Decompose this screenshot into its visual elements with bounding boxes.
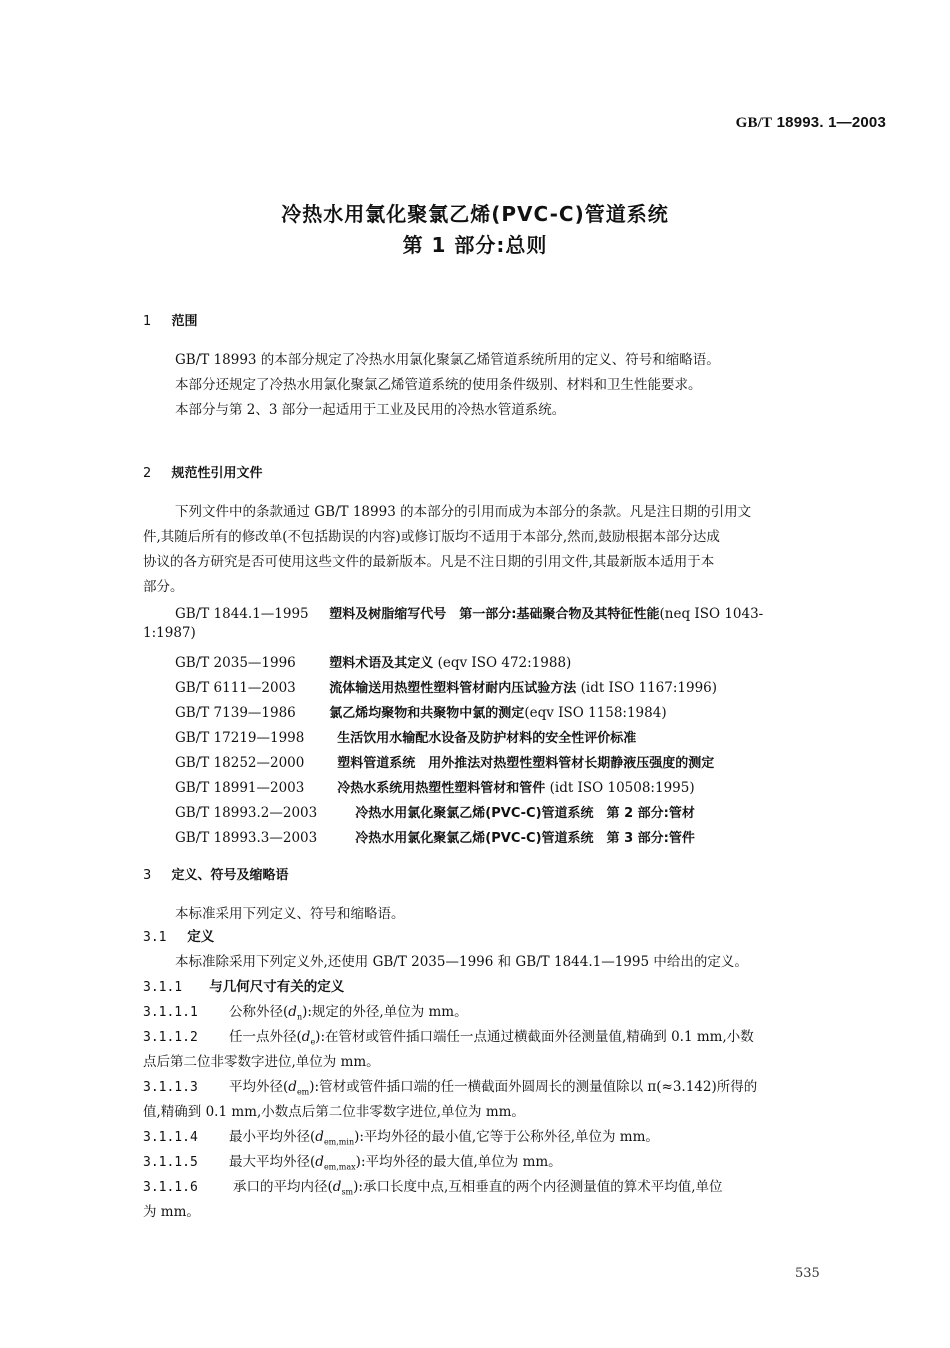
document-subtitle: 第 1 部分:总则 — [402, 233, 548, 257]
paragraph-line: 协议的各方研究是否可使用这些文件的最新版本。凡是不注日期的引用文件,其最新版本适用于本 — [143, 554, 715, 570]
definition-clause — [143, 1075, 757, 1097]
reference-code: GB/T 6111—2003 — [175, 680, 296, 696]
section-1-heading — [143, 310, 198, 329]
reference-title: 塑料及树脂缩写代号 第一部分:基础聚合物及其特征性能 — [329, 607, 660, 622]
definition-clause — [143, 1175, 723, 1197]
definition-text: ):平均外径的最小值,它等于公称外径,单位为 mm。 — [354, 1129, 659, 1145]
paragraph: 本标准采用下列定义、符号和缩略语。 — [175, 906, 405, 922]
paragraph: GB/T 18993 的本部分规定了冷热水用氯化聚氯乙烯管道系统所用的定义、符号和缩略语。 — [175, 352, 720, 368]
standard-number — [736, 114, 886, 132]
subsection-title: 与几何尺寸有关的定义 — [209, 979, 345, 995]
standard-code: 18993. 1—2003 — [772, 114, 886, 131]
subsection-3-1-heading — [143, 925, 214, 945]
definition-subscript: em — [296, 1087, 310, 1097]
definition-continuation: 点后第二位非零数字进位,单位为 mm。 — [143, 1054, 380, 1070]
reference-title: 氯乙烯均聚物和共聚物中氯的测定 — [329, 706, 525, 721]
page-number: 535 — [795, 1266, 820, 1281]
definition-text: ):管材或管件插口端的任一横截面外圆周长的测量值除以 π(≈3.142)所得的 — [309, 1079, 758, 1095]
reference-title: 塑料管道系统 用外推法对热塑性塑料管材长期静液压强度的测定 — [337, 756, 715, 771]
reference-title: 冷热水系统用热塑性塑料管材和管件 — [337, 781, 546, 796]
paragraph: 本部分与第 2、3 部分一起适用于工业及民用的冷热水管道系统。 — [175, 402, 566, 418]
reference-item — [175, 652, 571, 671]
clause-number: 3.1.1.2 — [143, 1030, 198, 1045]
section-2-heading — [143, 462, 263, 481]
definition-symbol: d — [301, 1029, 311, 1045]
definition-term: 承口的平均内径( — [233, 1179, 333, 1195]
reference-note: (idt ISO 10508:1995) — [545, 780, 695, 796]
reference-item — [175, 702, 667, 721]
definition-symbol: d — [315, 1154, 324, 1170]
definition-continuation: 为 mm。 — [143, 1204, 200, 1220]
definition-symbol: d — [315, 1129, 324, 1145]
clause-number: 3.1.1 — [143, 980, 183, 995]
reference-item — [175, 802, 695, 821]
definition-subscript: em,min — [323, 1137, 355, 1147]
reference-item — [175, 827, 695, 846]
section-number: 1 — [143, 314, 152, 329]
reference-code: GB/T 18991—2003 — [175, 780, 305, 796]
reference-note: (eqv ISO 1158:1984) — [524, 705, 667, 721]
clause-number: 3.1.1.1 — [143, 1005, 198, 1020]
section-3-heading — [143, 864, 289, 883]
paragraph-line: 下列文件中的条款通过 GB/T 18993 的本部分的引用而成为本部分的条款。凡是注日期的引用文 — [175, 504, 752, 520]
definition-text: ):在管材或管件插口端任一点通过横截面外径测量值,精确到 0.1 mm,小数 — [315, 1029, 754, 1045]
definition-clause — [143, 1125, 659, 1147]
subsection-title: 定义 — [187, 929, 215, 945]
definition-term: 任一点外径( — [229, 1029, 302, 1045]
paragraph: 本部分还规定了冷热水用氯化聚氯乙烯管道系统的使用条件级别、材料和卫生性能要求。 — [175, 377, 702, 393]
document-title: 冷热水用氯化聚氯乙烯(PVC-C)管道系统 — [281, 202, 669, 226]
reference-code: GB/T 2035—1996 — [175, 655, 296, 671]
reference-continuation: 1:1987) — [143, 625, 196, 641]
paragraph: 本标准除采用下列定义外,还使用 GB/T 2035—1996 和 GB/T 1844.1—1995 中给出的定义。 — [175, 954, 748, 970]
reference-code: GB/T 17219—1998 — [175, 730, 305, 746]
subsection-3-1-1-heading — [143, 975, 344, 995]
reference-code: GB/T 18993.2—2003 — [175, 805, 318, 821]
definition-symbol: d — [288, 1004, 297, 1020]
definition-clause — [143, 1000, 468, 1022]
reference-code: GB/T 18252—2000 — [175, 755, 305, 771]
definition-text: ):承口长度中点,互相垂直的两个内径测量值的算术平均值,单位 — [353, 1179, 723, 1195]
definition-term: 最大平均外径( — [229, 1154, 316, 1170]
reference-item — [175, 752, 714, 771]
definition-clause — [143, 1025, 754, 1047]
definition-term: 平均外径( — [229, 1079, 289, 1095]
definition-term: 最小平均外径( — [229, 1129, 316, 1145]
reference-code: GB/T 18993.3—2003 — [175, 830, 318, 846]
reference-item — [175, 603, 763, 622]
reference-note: (neq ISO 1043- — [659, 606, 764, 622]
section-number: 3 — [143, 868, 152, 883]
definition-clause — [143, 1150, 562, 1172]
definition-subscript: em,max — [323, 1162, 356, 1172]
definition-continuation: 值,精确到 0.1 mm,小数点后第二位非零数字进位,单位为 mm。 — [143, 1104, 525, 1120]
clause-number: 3.1 — [143, 930, 167, 945]
definition-subscript: sm — [341, 1187, 354, 1197]
section-title: 定义、符号及缩略语 — [171, 868, 289, 883]
reference-title: 冷热水用氯化聚氯乙烯(PVC-C)管道系统 第 3 部分:管件 — [355, 831, 695, 846]
definition-term: 公称外径( — [229, 1004, 289, 1020]
reference-code: GB/T 1844.1—1995 — [175, 606, 309, 622]
reference-title: 塑料术语及其定义 — [329, 656, 434, 671]
definition-text: ):平均外径的最大值,单位为 mm。 — [355, 1154, 562, 1170]
definition-subscript: e — [310, 1037, 316, 1047]
reference-title: 冷热水用氯化聚氯乙烯(PVC-C)管道系统 第 2 部分:管材 — [355, 806, 695, 821]
definition-symbol: d — [288, 1079, 297, 1095]
definition-symbol: d — [332, 1179, 342, 1195]
clause-number: 3.1.1.4 — [143, 1130, 198, 1145]
reference-note: (idt ISO 1167:1996) — [576, 680, 718, 696]
standard-prefix: GB/T — [735, 115, 773, 131]
paragraph-line: 部分。 — [143, 579, 184, 595]
section-title: 规范性引用文件 — [171, 466, 263, 481]
reference-item — [175, 727, 636, 746]
reference-title: 生活饮用水输配水设备及防护材料的安全性评价标准 — [337, 731, 637, 746]
reference-code: GB/T 7139—1986 — [175, 705, 296, 721]
section-number: 2 — [143, 466, 152, 481]
definition-subscript: n — [296, 1012, 303, 1022]
paragraph-line: 件,其随后所有的修改单(不包括勘误的内容)或修订版均不适用于本部分,然而,鼓励根据本部分达成 — [143, 529, 720, 545]
reference-title: 流体输送用热塑性塑料管材耐内压试验方法 — [329, 681, 577, 696]
clause-number: 3.1.1.3 — [143, 1080, 198, 1095]
reference-item — [175, 777, 695, 796]
section-title: 范围 — [171, 314, 198, 329]
definition-text: ):规定的外径,单位为 mm。 — [302, 1004, 468, 1020]
clause-number: 3.1.1.6 — [143, 1180, 198, 1195]
clause-number: 3.1.1.5 — [143, 1155, 198, 1170]
reference-item — [175, 677, 717, 696]
reference-note: (eqv ISO 472:1988) — [433, 655, 572, 671]
